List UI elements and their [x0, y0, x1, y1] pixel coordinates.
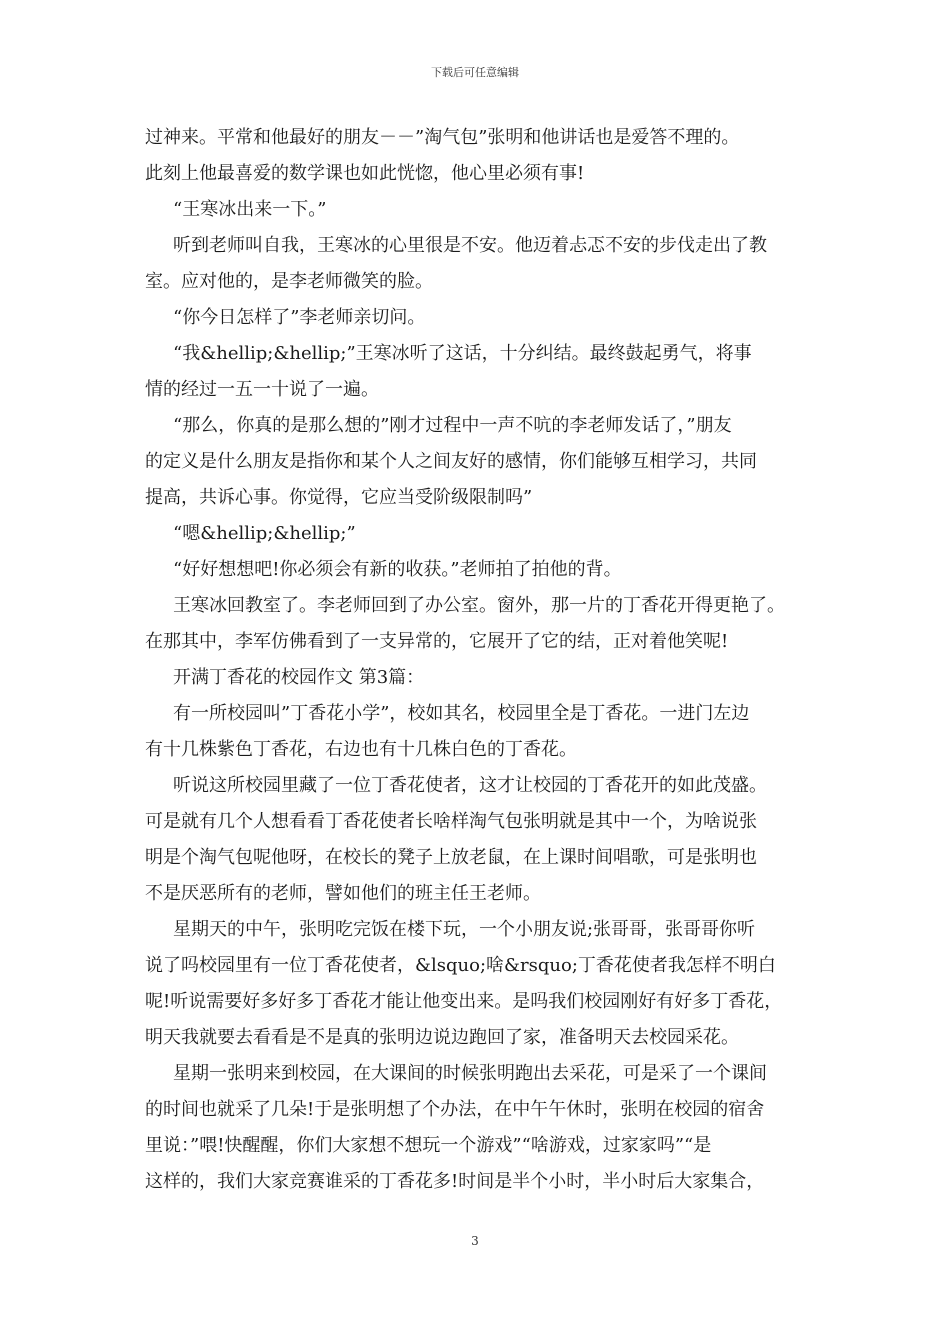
text-line: 听说这所校园里藏了一位丁香花使者，这才让校园的丁香花开的如此茂盛。: [173, 775, 767, 796]
text-line: “王寒冰出来一下。”: [173, 199, 327, 220]
text-line: 听到老师叫自我，王寒冰的心里很是不安。他迈着忐忑不安的步伐走出了教: [173, 235, 767, 256]
page-header: 下载后可任意编辑: [431, 66, 519, 79]
text-line: 明天我就要去看看是不是真的张明边说边跑回了家，准备明天去校园采花。: [145, 1027, 739, 1048]
text-line: 可是就有几个人想看看丁香花使者长啥样淘气包张明就是其中一个，为啥说张: [145, 811, 757, 832]
text-line: “那么，你真的是那么想的”刚才过程中一声不吭的李老师发话了，”朋友: [173, 415, 732, 436]
text-line: “好好想想吧!你必须会有新的收获。”老师拍了拍他的背。: [173, 559, 622, 580]
text-line: 不是厌恶所有的老师，譬如他们的班主任王老师。: [145, 883, 541, 904]
text-line: 星期一张明来到校园，在大课间的时候张明跑出去采花，可是采了一个课间: [173, 1063, 767, 1084]
text-line: 里说：”喂!快醒醒，你们大家想不想玩一个游戏”“啥游戏，过家家吗”“是: [145, 1135, 712, 1156]
text-line: 的时间也就采了几朵!于是张明想了个办法，在中午午休时，张明在校园的宿舍: [145, 1099, 765, 1120]
text-line: 此刻上他最喜爱的数学课也如此恍惚，他心里必须有事!: [145, 163, 585, 184]
text-line: 这样的，我们大家竞赛谁采的丁香花多!时间是半个小时，半小时后大家集合，: [145, 1171, 765, 1192]
text-line: 在那其中，李军仿佛看到了一支异常的，它展开了它的结，正对着他笑呢!: [145, 631, 729, 652]
text-line: “嗯&hellip;&hellip;”: [173, 523, 356, 544]
body-text: [145, 120, 813, 1200]
text-line: 提高，共诉心事。你觉得，它应当受阶级限制吗”: [145, 487, 533, 508]
text-line: 情的经过一五一十说了一遍。: [145, 379, 379, 400]
section-heading: 开满丁香花的校园作文 第3篇：: [173, 667, 425, 688]
text-line: 有十几株紫色丁香花，右边也有十几株白色的丁香花。: [145, 739, 577, 760]
text-line: 的定义是什么朋友是指你和某个人之间友好的感情，你们能够互相学习，共同: [145, 451, 757, 472]
text-line: 王寒冰回教室了。李老师回到了办公室。窗外，那一片的丁香花开得更艳了。: [173, 595, 785, 616]
text-line: 说了吗校园里有一位丁香花使者，&lsquo;啥&rsquo;丁香花使者我怎样不明白: [145, 955, 776, 976]
text-line: 过神来。平常和他最好的朋友－－”淘气包”张明和他讲话也是爱答不理的。: [145, 127, 740, 148]
text-line: “你今日怎样了”李老师亲切问。: [173, 307, 426, 328]
text-line: “我&hellip;&hellip;”王寒冰听了这话，十分纠结。最终鼓起勇气，将事: [173, 343, 752, 364]
text-line: 明是个淘气包呢他呀，在校长的凳子上放老鼠，在上课时间唱歌，可是张明也: [145, 847, 757, 868]
text-line: 室。应对他的，是李老师微笑的脸。: [145, 271, 433, 292]
text-line: 星期天的中午，张明吃完饭在楼下玩，一个小朋友说;张哥哥，张哥哥你听: [173, 919, 756, 940]
text-line: 有一所校园叫”丁香花小学”，校如其名，校园里全是丁香花。一进门左边: [173, 703, 750, 724]
text-line: 呢!听说需要好多好多丁香花才能让他变出来。是吗我们校园刚好有好多丁香花，: [145, 991, 783, 1012]
page-number: 3: [471, 1234, 479, 1248]
